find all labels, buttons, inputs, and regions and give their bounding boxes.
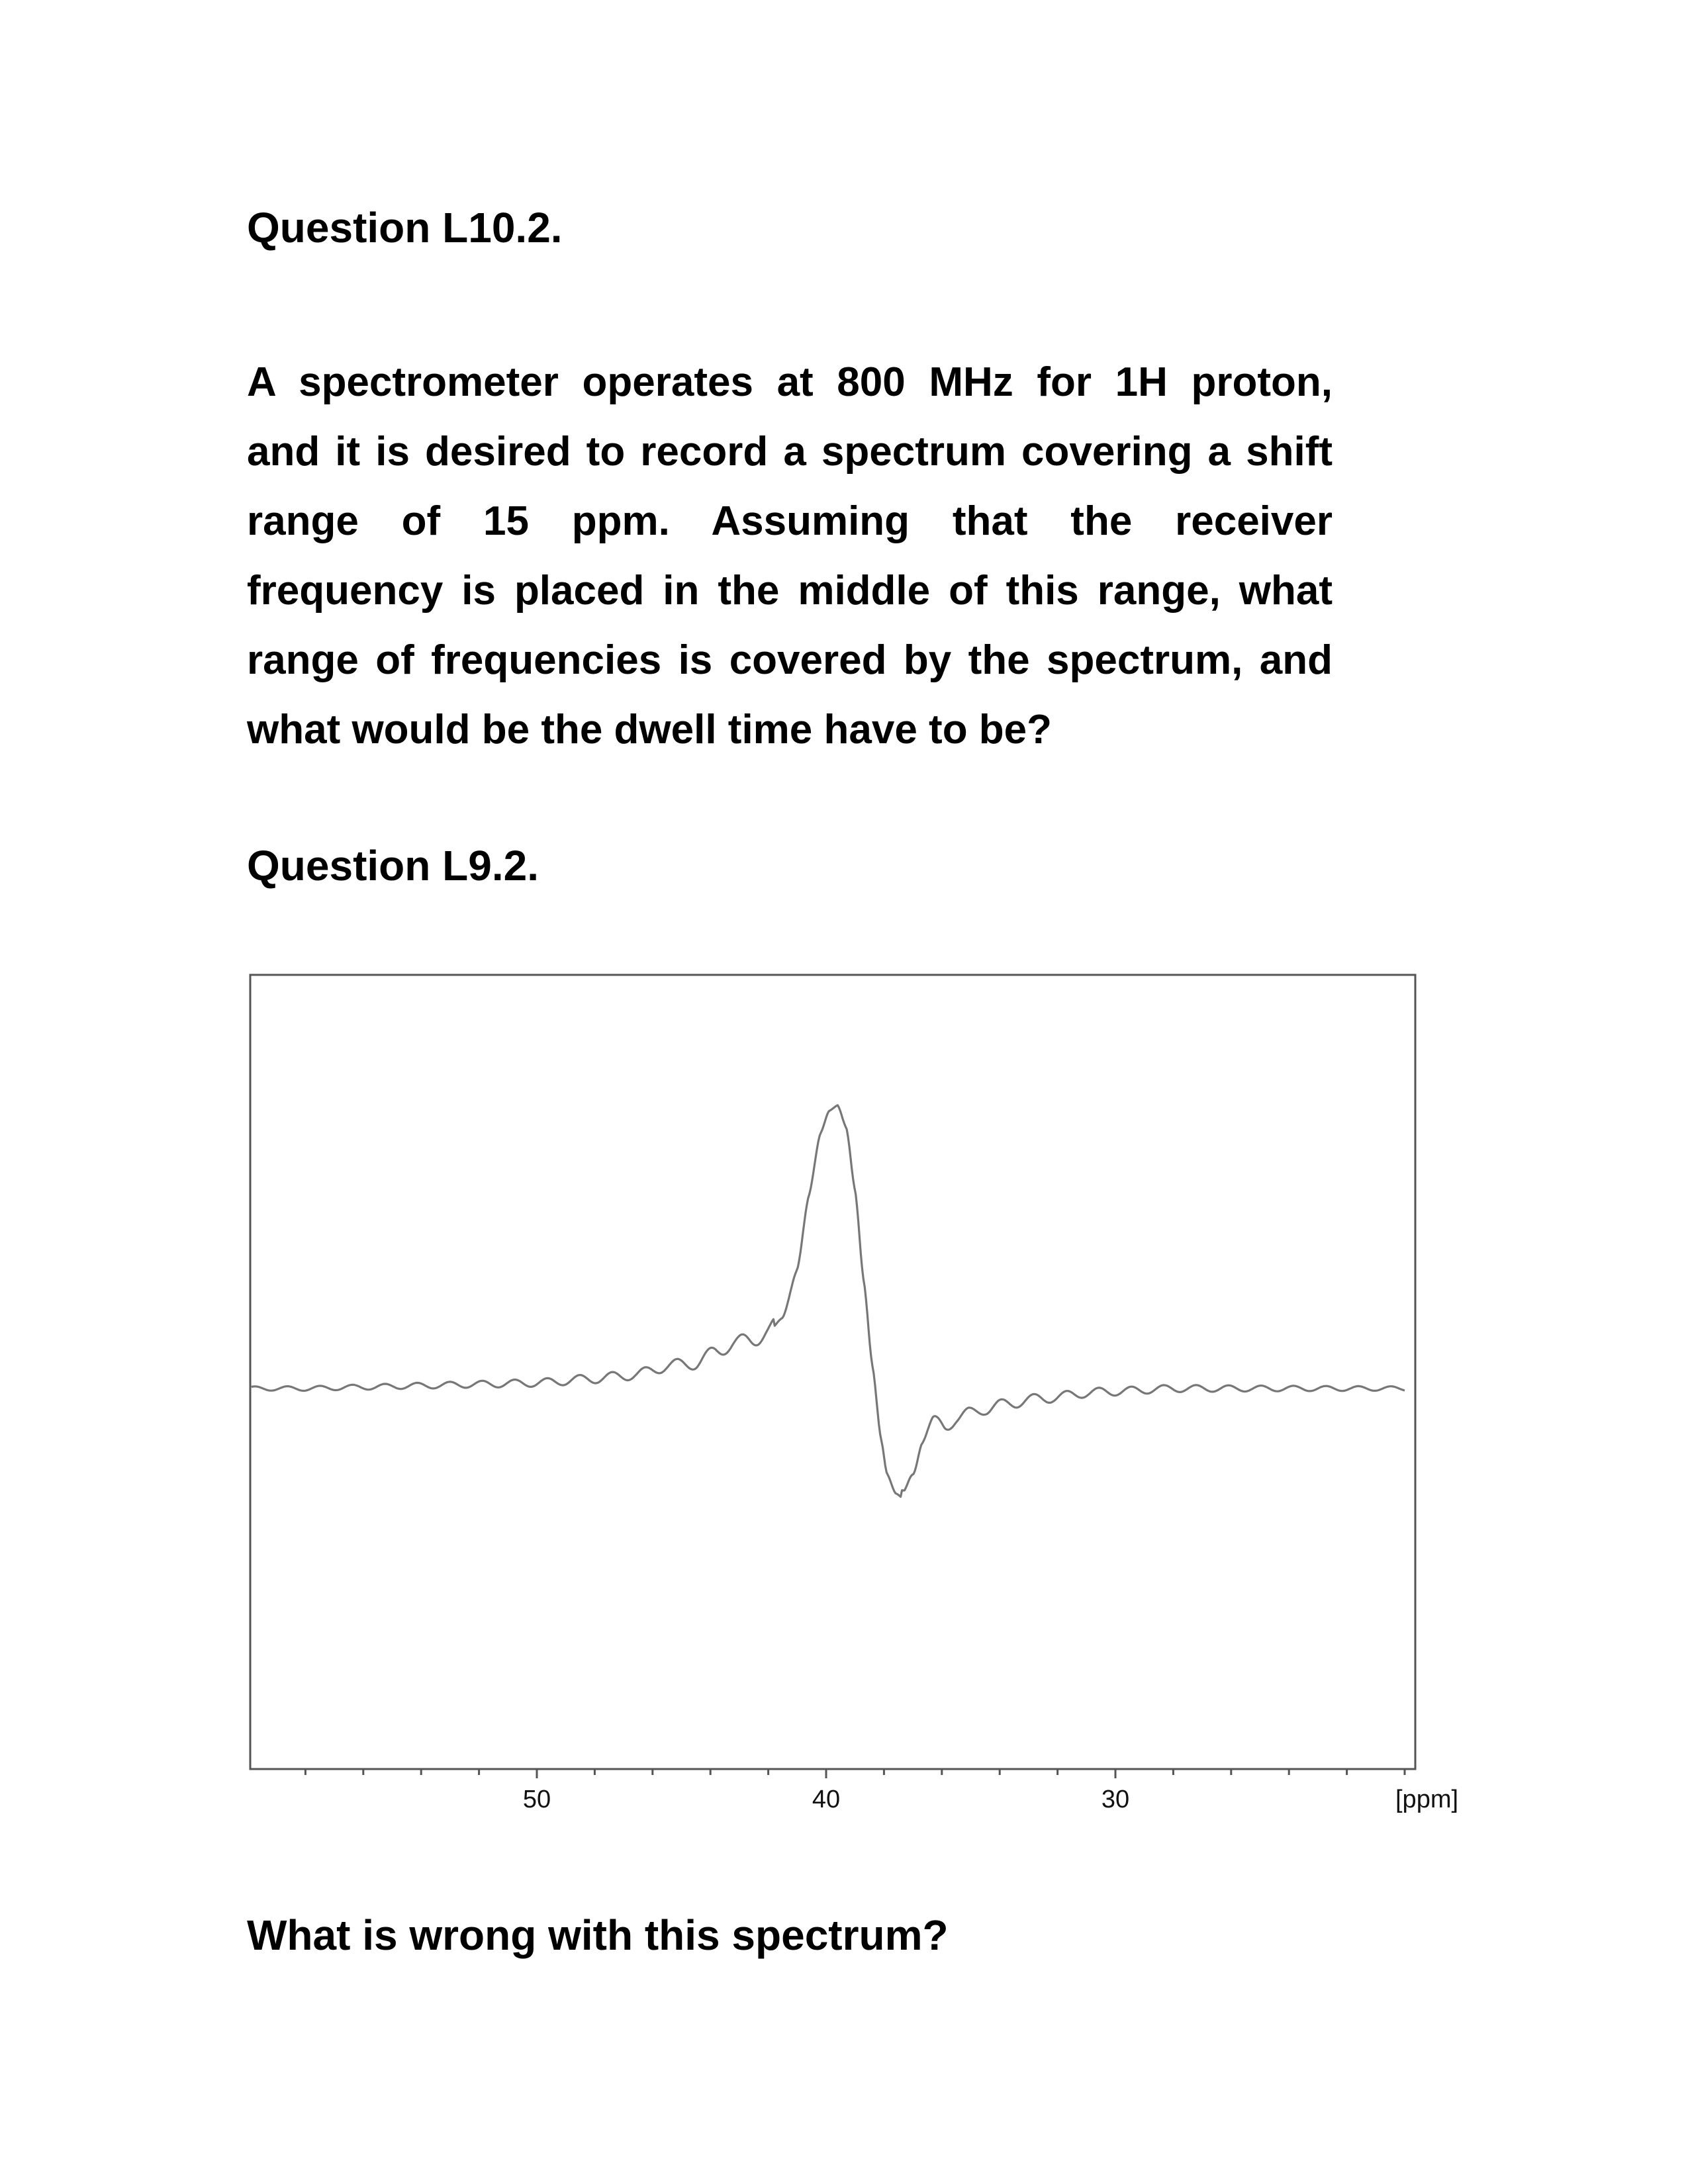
- question-l9-2-prompt: What is wrong with this spectrum?: [247, 1911, 949, 1959]
- question-text-line: A spectrometer operates at 800 MHz for 1H proton,: [247, 359, 1333, 405]
- question-l10-2-text: [247, 347, 1333, 764]
- spectrum-plot: [245, 970, 1459, 1830]
- major-ticks: [537, 1769, 1115, 1778]
- question-text-line: range of 15 ppm. Assuming that the receiver: [247, 498, 1333, 544]
- nmr-spectrum-chart: [245, 970, 1459, 1830]
- plot-frame: [250, 975, 1415, 1769]
- question-text-line: range of frequencies is covered by the spectrum, and: [247, 637, 1333, 683]
- question-text-line: what would be the dwell time have to be?: [247, 707, 1053, 752]
- question-text-line: and it is desired to record a spectrum covering a shift: [247, 429, 1333, 475]
- x-tick-label: 50: [522, 1786, 551, 1813]
- spectrum-line: [252, 1105, 1405, 1497]
- x-tick-label: 40: [812, 1786, 841, 1813]
- tick-labels: [523, 1786, 1129, 1813]
- question-text-line: frequency is placed in the middle of this range, what: [247, 568, 1333, 614]
- x-axis-label: [ppm]: [1395, 1786, 1459, 1813]
- question-l10-2-heading: Question L10.2.: [247, 204, 563, 251]
- x-tick-label: 30: [1101, 1786, 1130, 1813]
- question-l9-2-heading: Question L9.2.: [247, 842, 539, 889]
